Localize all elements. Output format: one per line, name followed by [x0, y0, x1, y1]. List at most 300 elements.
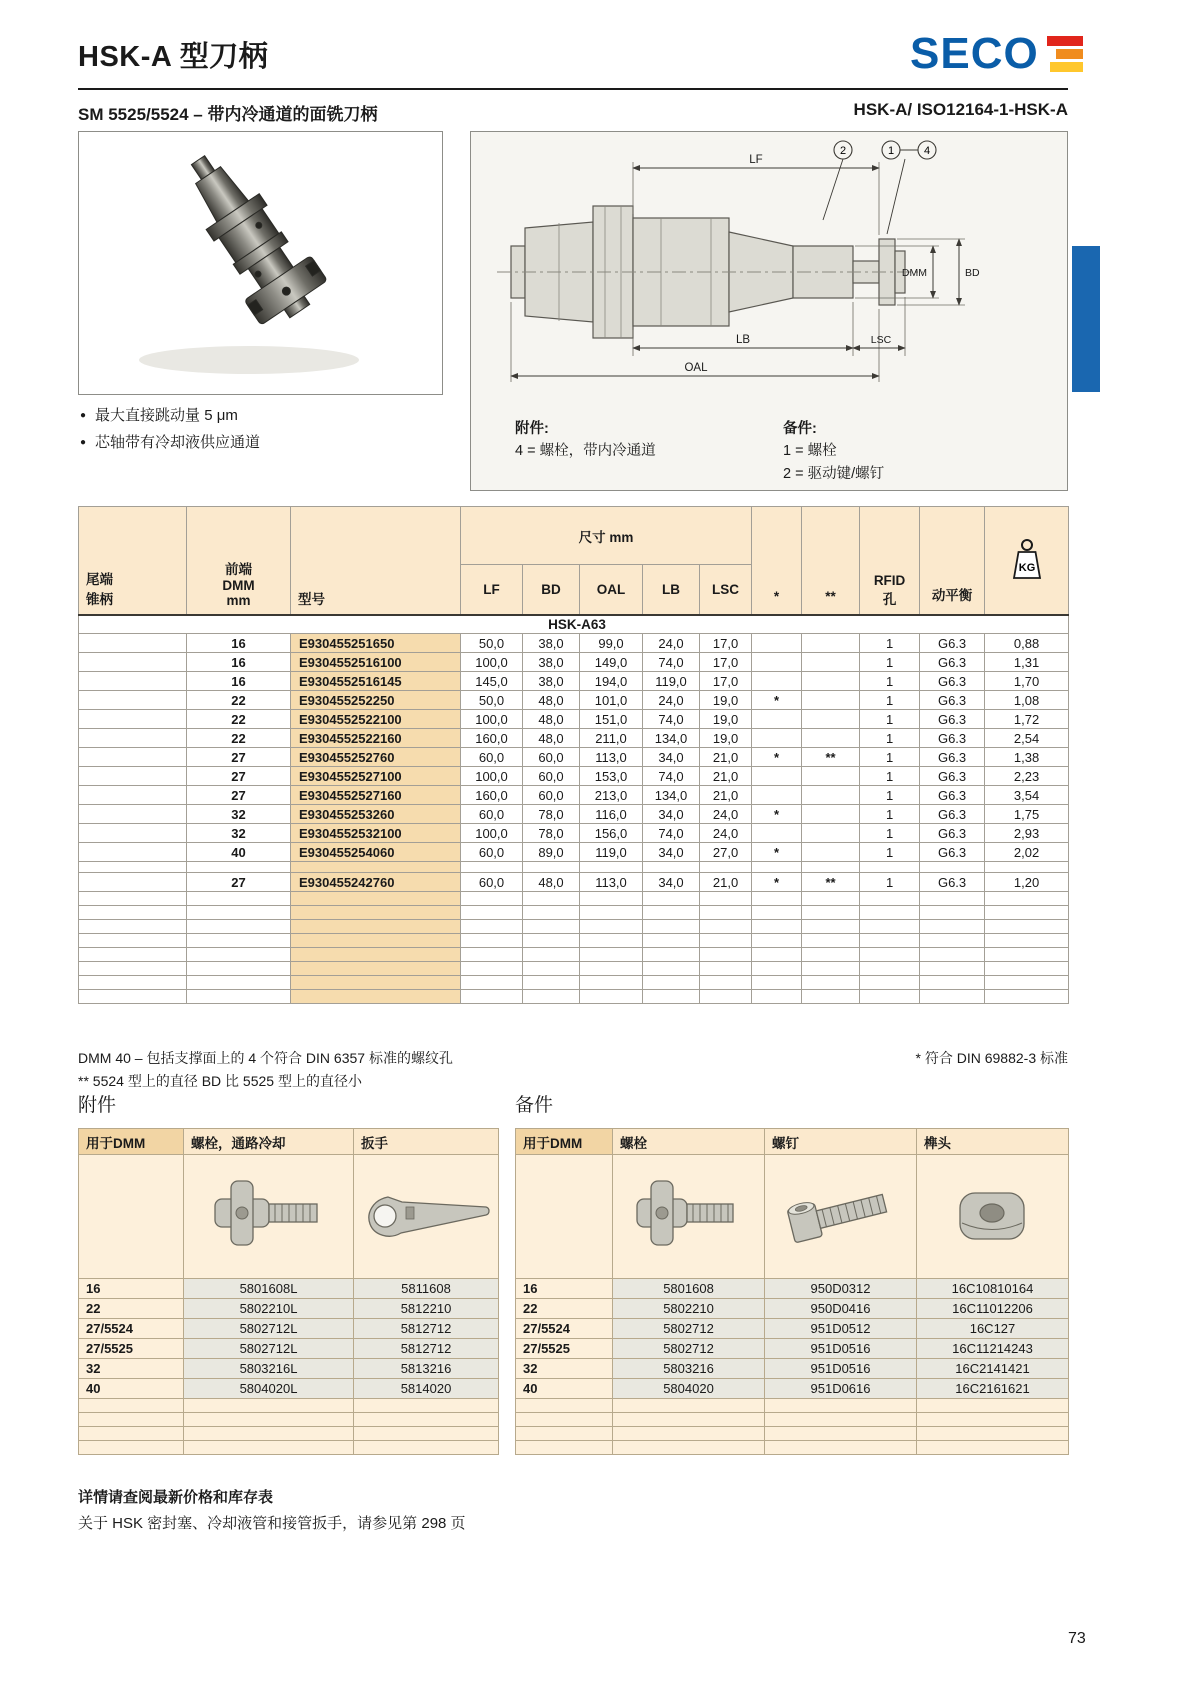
- empty-row: [79, 990, 1069, 1004]
- cell-rfid: 1: [860, 843, 920, 862]
- cell-star: [752, 786, 802, 805]
- cell-dmm: 27: [187, 786, 291, 805]
- cell-bd: 60,0: [523, 748, 580, 767]
- cell-lb: 119,0: [643, 672, 700, 691]
- cell-bd: 38,0: [523, 672, 580, 691]
- cell-rfid: 1: [860, 672, 920, 691]
- empty-row: [79, 976, 1069, 990]
- empty-row: [79, 920, 1069, 934]
- table-row: [79, 873, 1069, 892]
- cell-star: [752, 990, 802, 1004]
- cell-oal: 153,0: [580, 767, 643, 786]
- cell-screw-part: 951D0516: [765, 1339, 917, 1359]
- cell-lsc: 17,0: [700, 634, 752, 653]
- col-header-rfid: RFID 孔: [860, 507, 920, 615]
- cell-bolt-part: [613, 1413, 765, 1427]
- cell-lb: 74,0: [643, 710, 700, 729]
- table-row: [79, 1339, 499, 1359]
- cell-dmm: [187, 976, 291, 990]
- cell-lf: 145,0: [461, 672, 523, 691]
- cell-tail: [79, 786, 187, 805]
- cell-lsc: 27,0: [700, 843, 752, 862]
- cell-model: [291, 962, 461, 976]
- cell-star2: [802, 653, 860, 672]
- cell-bd: [523, 948, 580, 962]
- cell-for-dmm: 27/5524: [79, 1319, 184, 1339]
- cell-for-dmm: 16: [79, 1279, 184, 1299]
- cell-bd: [523, 862, 580, 873]
- cell-screw-part: 5801608L: [184, 1279, 354, 1299]
- cell-model: E930455254060: [291, 843, 461, 862]
- cell-screw-part: [184, 1399, 354, 1413]
- spa-col-bolt: 螺栓: [613, 1129, 765, 1155]
- cell-model: [291, 920, 461, 934]
- weight-kg-icon: [1005, 538, 1049, 580]
- cell-model: [291, 934, 461, 948]
- cell-balance: G6.3: [920, 653, 985, 672]
- cell-for-dmm: [516, 1399, 613, 1413]
- cell-rfid: 1: [860, 691, 920, 710]
- cell-balance: [920, 862, 985, 873]
- cell-star: [752, 634, 802, 653]
- cell-wrench-part: 5811608: [354, 1279, 499, 1299]
- coolant-screw-image: [205, 1167, 333, 1263]
- table-row: [516, 1359, 1069, 1379]
- cell-for-dmm: 22: [516, 1299, 613, 1319]
- cell-lb: 74,0: [643, 767, 700, 786]
- cell-tail: [79, 653, 187, 672]
- table-row: [79, 710, 1069, 729]
- cell-balance: [920, 990, 985, 1004]
- cell-bd: 38,0: [523, 634, 580, 653]
- cell-model: [291, 892, 461, 906]
- product-table: [78, 506, 1069, 1004]
- cell-for-dmm: [79, 1399, 184, 1413]
- cell-tail: [79, 710, 187, 729]
- cell-oal: 149,0: [580, 653, 643, 672]
- cell-dmm: 22: [187, 729, 291, 748]
- cell-kg: [985, 892, 1069, 906]
- cell-bd: [523, 990, 580, 1004]
- cell-wrench-part: 5812712: [354, 1339, 499, 1359]
- svg-text:KG: KG: [1018, 561, 1035, 574]
- cell-kg: [985, 934, 1069, 948]
- dim-lf-label: LF: [749, 154, 763, 166]
- cell-screw-part: 5802712L: [184, 1319, 354, 1339]
- standard-subtitle: HSK-A/ ISO12164-1-HSK-A: [853, 100, 1068, 119]
- cell-star: *: [752, 843, 802, 862]
- cell-wrench-part: [354, 1399, 499, 1413]
- cell-kg: 1,72: [985, 710, 1069, 729]
- cell-screw-part: 5804020L: [184, 1379, 354, 1399]
- cell-lf: [461, 934, 523, 948]
- cell-kg: 2,02: [985, 843, 1069, 862]
- cell-oal: 213,0: [580, 786, 643, 805]
- cell-screw-part: 951D0616: [765, 1379, 917, 1399]
- technical-drawing-box: [470, 131, 1068, 491]
- col-header-lf: LF: [461, 565, 523, 615]
- cell-model: E9304552532100: [291, 824, 461, 843]
- cell-for-dmm: [79, 1413, 184, 1427]
- cell-oal: [580, 920, 643, 934]
- cell-balance: [920, 934, 985, 948]
- cell-dmm: [187, 934, 291, 948]
- cell-model: [291, 990, 461, 1004]
- cell-wrench-part: [354, 1413, 499, 1427]
- cell-for-dmm: 16: [516, 1279, 613, 1299]
- cell-lsc: 21,0: [700, 786, 752, 805]
- table-row: [516, 1379, 1069, 1399]
- cell-kg: [985, 990, 1069, 1004]
- cell-model: E930455253260: [291, 805, 461, 824]
- dim-bd-label: BD: [965, 267, 980, 279]
- cell-bolt-part: 5804020: [613, 1379, 765, 1399]
- cell-lsc: [700, 892, 752, 906]
- cell-dmm: [187, 990, 291, 1004]
- cell-dmm: 27: [187, 767, 291, 786]
- cell-tail: [79, 729, 187, 748]
- cell-balance: G6.3: [920, 691, 985, 710]
- cell-balance: [920, 976, 985, 990]
- cell-model: E9304552516145: [291, 672, 461, 691]
- cell-lsc: [700, 976, 752, 990]
- cell-oal: 101,0: [580, 691, 643, 710]
- empty-row: [516, 1427, 1069, 1441]
- cell-oal: [580, 962, 643, 976]
- cell-balance: G6.3: [920, 805, 985, 824]
- cell-for-dmm: 40: [516, 1379, 613, 1399]
- footnote-dmm40: DMM 40 – 包括支撑面上的 4 个符合 DIN 6357 标准的螺纹孔: [78, 1050, 453, 1066]
- cell-balance: G6.3: [920, 710, 985, 729]
- cell-tail: [79, 767, 187, 786]
- cell-lf: 100,0: [461, 767, 523, 786]
- cell-lb: [643, 892, 700, 906]
- cell-dmm: 22: [187, 710, 291, 729]
- cell-lb: [643, 976, 700, 990]
- table-row: [79, 1359, 499, 1379]
- col-header-balance: 动平衡: [920, 507, 985, 615]
- drawing-note-accessories: 附件: 4 = 螺栓，带内冷通道: [515, 421, 656, 460]
- cell-bd: 60,0: [523, 767, 580, 786]
- table-row: [79, 805, 1069, 824]
- cell-lsc: 21,0: [700, 767, 752, 786]
- bolt-image: [629, 1167, 749, 1263]
- table-row: [516, 1319, 1069, 1339]
- cell-rfid: [860, 948, 920, 962]
- cell-tail: [79, 962, 187, 976]
- cell-star: [752, 862, 802, 873]
- acc-col-dmm: 用于DMM: [79, 1129, 184, 1155]
- cell-lf: 60,0: [461, 873, 523, 892]
- cell-lb: [643, 934, 700, 948]
- cell-lf: 100,0: [461, 653, 523, 672]
- cell-rfid: 1: [860, 729, 920, 748]
- col-header-lsc: LSC: [700, 565, 752, 615]
- cell-rfid: 1: [860, 805, 920, 824]
- cell-key-part: [917, 1413, 1069, 1427]
- col-header-size-group: 尺寸 mm: [461, 507, 752, 565]
- cell-lb: 134,0: [643, 729, 700, 748]
- cell-model: E9304552522100: [291, 710, 461, 729]
- cell-lb: 24,0: [643, 691, 700, 710]
- cell-oal: [580, 934, 643, 948]
- cell-lf: 60,0: [461, 748, 523, 767]
- bullet-icon: ●: [80, 410, 87, 421]
- cell-dmm: 22: [187, 691, 291, 710]
- cell-oal: 113,0: [580, 873, 643, 892]
- cell-bolt-part: 5802210: [613, 1299, 765, 1319]
- cell-model: E9304552527160: [291, 786, 461, 805]
- cell-lsc: 24,0: [700, 824, 752, 843]
- cell-star2: [802, 691, 860, 710]
- cell-bd: 48,0: [523, 691, 580, 710]
- empty-row: [516, 1399, 1069, 1413]
- cell-kg: 1,20: [985, 873, 1069, 892]
- empty-row: [79, 892, 1069, 906]
- cell-lb: [643, 920, 700, 934]
- cell-model: E930455252250: [291, 691, 461, 710]
- cell-star: *: [752, 873, 802, 892]
- cell-for-dmm: [516, 1441, 613, 1455]
- cell-balance: G6.3: [920, 873, 985, 892]
- cell-tail: [79, 805, 187, 824]
- seco-logo: [910, 29, 1083, 78]
- table-row: [79, 1379, 499, 1399]
- cell-star2: [802, 634, 860, 653]
- cell-oal: [580, 948, 643, 962]
- cell-model: E9304552527100: [291, 767, 461, 786]
- cell-bd: 48,0: [523, 873, 580, 892]
- cell-rfid: [860, 990, 920, 1004]
- cell-dmm: [187, 948, 291, 962]
- cell-lf: 50,0: [461, 634, 523, 653]
- table-row: [79, 1279, 499, 1299]
- cell-bd: 78,0: [523, 824, 580, 843]
- empty-row: [79, 934, 1069, 948]
- cell-kg: 1,31: [985, 653, 1069, 672]
- cell-wrench-part: 5813216: [354, 1359, 499, 1379]
- cell-tail: [79, 873, 187, 892]
- cell-star: *: [752, 748, 802, 767]
- cell-screw-part: [765, 1427, 917, 1441]
- dim-lb-label: LB: [735, 334, 751, 346]
- cell-lf: [461, 906, 523, 920]
- table-row: [79, 748, 1069, 767]
- cell-star2: [802, 892, 860, 906]
- cell-key-part: 16C10810164: [917, 1279, 1069, 1299]
- cell-bd: [523, 962, 580, 976]
- bullet-icon: ●: [80, 437, 87, 448]
- cell-bolt-part: 5802712: [613, 1339, 765, 1359]
- cell-lf: 60,0: [461, 805, 523, 824]
- cell-screw-part: [765, 1441, 917, 1455]
- cell-rfid: 1: [860, 767, 920, 786]
- cell-balance: [920, 962, 985, 976]
- cell-screw-part: 951D0516: [765, 1359, 917, 1379]
- cell-bd: [523, 920, 580, 934]
- cell-kg: 1,70: [985, 672, 1069, 691]
- cell-lf: [461, 990, 523, 1004]
- cell-star2: [802, 824, 860, 843]
- cell-kg: 3,54: [985, 786, 1069, 805]
- cell-lb: [643, 948, 700, 962]
- col-header-lb: LB: [643, 565, 700, 615]
- table-row: [79, 786, 1069, 805]
- cell-tail: [79, 920, 187, 934]
- dim-oal-label: OAL: [684, 362, 708, 374]
- cell-kg: [985, 862, 1069, 873]
- spa-col-key: 榫头: [917, 1129, 1069, 1155]
- seco-logo-icon: [1047, 36, 1083, 72]
- cell-model: E9304552522160: [291, 729, 461, 748]
- footnote-din: * 符合 DIN 69882-3 标准: [915, 1050, 1068, 1066]
- cell-for-dmm: 27/5525: [516, 1339, 613, 1359]
- cell-kg: [985, 962, 1069, 976]
- cell-lsc: 19,0: [700, 729, 752, 748]
- table-row: [79, 824, 1069, 843]
- cell-lf: [461, 976, 523, 990]
- cell-for-dmm: 27/5525: [79, 1339, 184, 1359]
- cell-star2: [802, 862, 860, 873]
- cell-bolt-part: [613, 1427, 765, 1441]
- cell-lf: [461, 948, 523, 962]
- table-row: [79, 634, 1069, 653]
- cell-wrench-part: [354, 1441, 499, 1455]
- cell-rfid: 1: [860, 824, 920, 843]
- cell-rfid: 1: [860, 786, 920, 805]
- cell-star2: **: [802, 748, 860, 767]
- callout-1: 1: [887, 145, 895, 157]
- cell-bd: 38,0: [523, 653, 580, 672]
- col-header-star: *: [752, 507, 802, 615]
- seco-logo-text: SECO: [910, 29, 1039, 78]
- cell-kg: [985, 920, 1069, 934]
- cell-star: [752, 824, 802, 843]
- cell-rfid: 1: [860, 748, 920, 767]
- cell-star: [752, 767, 802, 786]
- feature-item: ● 最大直接跳动量 5 μm: [80, 407, 238, 424]
- cap-screw-image: [776, 1167, 906, 1263]
- spares-title: 备件: [515, 1095, 554, 1116]
- cell-for-dmm: 40: [79, 1379, 184, 1399]
- table-row: [79, 767, 1069, 786]
- cell-lf: [461, 862, 523, 873]
- cell-bd: 48,0: [523, 710, 580, 729]
- spares-image-row: [516, 1155, 1069, 1279]
- cell-key-part: 16C2141421: [917, 1359, 1069, 1379]
- cell-star2: [802, 934, 860, 948]
- cell-tail: [79, 948, 187, 962]
- callout-4: 4: [923, 145, 931, 157]
- group-label: HSK-A63: [79, 615, 1069, 634]
- cell-lsc: [700, 920, 752, 934]
- feature-list: [80, 402, 260, 456]
- cell-model: E930455252760: [291, 748, 461, 767]
- cell-kg: [985, 906, 1069, 920]
- cell-dmm: 32: [187, 805, 291, 824]
- empty-row: [516, 1441, 1069, 1455]
- col-header-star2: **: [802, 507, 860, 615]
- cell-star: *: [752, 691, 802, 710]
- cell-lb: 34,0: [643, 805, 700, 824]
- series-subtitle: SM 5525/5524 – 带内冷通道的面铣刀柄: [78, 105, 378, 124]
- cell-dmm: 27: [187, 873, 291, 892]
- cell-model: [291, 976, 461, 990]
- cell-lb: [643, 962, 700, 976]
- cell-lsc: 21,0: [700, 873, 752, 892]
- cell-tail: [79, 634, 187, 653]
- cell-star2: [802, 990, 860, 1004]
- col-header-bd: BD: [523, 565, 580, 615]
- table-row: [79, 1319, 499, 1339]
- cell-screw-part: 5802712L: [184, 1339, 354, 1359]
- cell-lb: 134,0: [643, 786, 700, 805]
- cell-lsc: [700, 934, 752, 948]
- cell-lb: 34,0: [643, 873, 700, 892]
- cell-star2: [802, 962, 860, 976]
- cell-lsc: [700, 990, 752, 1004]
- cell-lf: 160,0: [461, 729, 523, 748]
- wrench-image: [358, 1167, 494, 1263]
- cell-oal: 211,0: [580, 729, 643, 748]
- cell-screw-part: [184, 1427, 354, 1441]
- cell-lsc: [700, 862, 752, 873]
- cell-bd: 89,0: [523, 843, 580, 862]
- cell-tail: [79, 748, 187, 767]
- cell-tail: [79, 691, 187, 710]
- cell-star: [752, 976, 802, 990]
- cell-balance: G6.3: [920, 824, 985, 843]
- feature-item: ● 芯轴带有冷却液供应通道: [80, 434, 261, 451]
- technical-drawing: [471, 132, 1067, 404]
- cell-balance: G6.3: [920, 634, 985, 653]
- cell-balance: [920, 892, 985, 906]
- cell-star2: [802, 976, 860, 990]
- cell-model: E930455242760: [291, 873, 461, 892]
- cell-for-dmm: [516, 1413, 613, 1427]
- cell-balance: G6.3: [920, 672, 985, 691]
- cell-star2: [802, 906, 860, 920]
- cell-lsc: [700, 906, 752, 920]
- cell-bolt-part: 5801608: [613, 1279, 765, 1299]
- cell-balance: G6.3: [920, 729, 985, 748]
- table-row: [79, 653, 1069, 672]
- cell-lf: 100,0: [461, 710, 523, 729]
- col-header-weight: [985, 507, 1069, 615]
- cell-kg: 2,23: [985, 767, 1069, 786]
- cell-star: [752, 920, 802, 934]
- cell-rfid: 1: [860, 634, 920, 653]
- reference-page-note: 关于 HSK 密封塞、冷却液管和接管扳手，请参见第 298 页: [78, 1515, 466, 1532]
- cell-lb: 74,0: [643, 653, 700, 672]
- cell-screw-part: [765, 1413, 917, 1427]
- product-photo: [79, 132, 442, 394]
- table-row: [516, 1339, 1069, 1359]
- table-row: [79, 1299, 499, 1319]
- cell-lf: [461, 892, 523, 906]
- cell-for-dmm: 27/5524: [516, 1319, 613, 1339]
- cell-for-dmm: [79, 1441, 184, 1455]
- cell-screw-part: 5803216L: [184, 1359, 354, 1379]
- table-row: [516, 1279, 1069, 1299]
- cell-lsc: 19,0: [700, 691, 752, 710]
- cell-balance: G6.3: [920, 767, 985, 786]
- cell-lsc: 17,0: [700, 672, 752, 691]
- cell-kg: 1,08: [985, 691, 1069, 710]
- dim-lsc-label: LSC: [870, 334, 892, 346]
- cell-wrench-part: 5814020: [354, 1379, 499, 1399]
- footnote-doublestar: ** 5524 型上的直径 BD 比 5525 型上的直径小: [78, 1073, 362, 1089]
